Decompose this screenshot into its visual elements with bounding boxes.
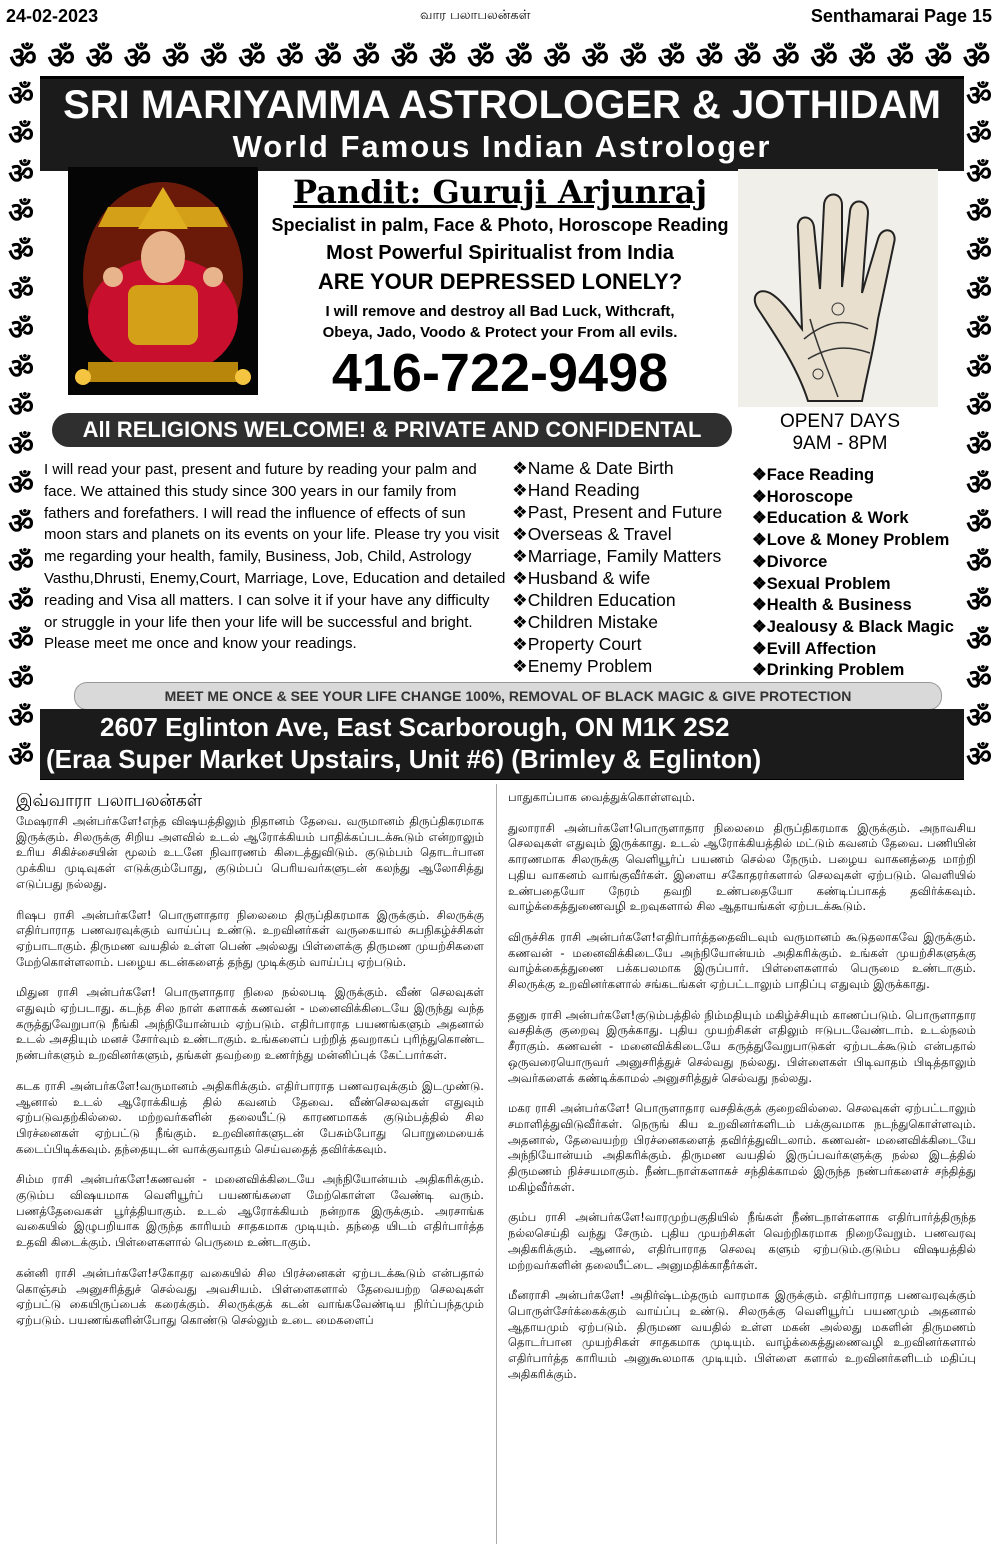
om-symbol-icon: ॐ [8, 507, 34, 541]
service-item: ❖Name & Date Birth [512, 458, 674, 478]
horoscope-paragraph: மிதுன ராசி அன்பர்களே! பொருளாதார நிலை நல்லபடி இருக்கும். வீண் செலவுகள் எதுவும் ஏற்படாது. கடந்த சில நாள் களாகக் கணவன் - மனைவிக்கிடையே இருந்து வந்த கருத்துவேறுபாடு நீங்கி அந்நியோன்யம் ஏற்படும். எதிர்பாராத பயணங்களும் அதனால் உடல் அசதியும் மனச் சோர்வும் உண்டாகும். உங்களைப் பற்றித் தவறாகப் புரிந்துகொண்ட நண்பர்களும் உறவினர்களும், தங்கள் தவற்றை உணர்ந்து மன்னிப்புக் கேட்பார்கள். [16, 985, 484, 1063]
om-symbol-icon: ॐ [8, 351, 34, 385]
horoscope-paragraph: மேஷராசி அன்பர்களே!எந்த விஷயத்திலும் நிதானம் தேவை. வருமானம் திருப்திகரமாக இருக்கும். சிலருக்கு சிறிய அளவில் உடல் ஆரோக்கியம் பாதிக்கப்படக்கூடும் என்றாலும் உரிய சிகிச்சையின் மூலம் உடனே நிவாரணம் கிடைத்துவிடும். குடும்பம் தொடர்பான முக்கிய முடிவுகள் எடுக்கும்போது, குடும்பப் பெரியவர்களுடன் கலந்து ஆலோசித்து எடுப்பது நல்லது. [16, 814, 484, 891]
om-border-top [4, 36, 996, 76]
om-symbol-icon: ॐ [123, 40, 152, 76]
om-border-left [4, 76, 38, 776]
om-symbol-icon: ॐ [8, 740, 34, 774]
service-item: ❖Education & Work [752, 509, 909, 528]
om-symbol-icon: ॐ [966, 584, 992, 618]
om-symbol-icon: ॐ [390, 40, 419, 76]
goddess-image [68, 167, 258, 395]
om-symbol-icon: ॐ [428, 40, 457, 76]
om-symbol-icon: ॐ [8, 662, 34, 696]
section-title: வார பலாபலன்கள் [420, 8, 531, 23]
issue-date: 24-02-2023 [6, 6, 99, 26]
om-symbol-icon: ॐ [85, 40, 114, 76]
om-symbol-icon: ॐ [966, 662, 992, 696]
page-header [0, 0, 1000, 34]
om-symbol-icon: ॐ [8, 196, 34, 230]
om-symbol-icon: ॐ [8, 273, 34, 307]
om-symbol-icon: ॐ [966, 429, 992, 463]
specialist-line: Specialist in palm, Face & Photo, Horoscope Reading [271, 215, 729, 235]
ad-paragraph: I will read your past, present and future by reading your palm and face. We attained this study since 300 years in our family from fathers and forefathers. I will read the influence of effects of sun moon stars and planets on its events on your life. Please try you visit me regarding your health, family, Business, Job, Child, Astrology Vasthu,Dhrusti, Enemy,Court, Marriage, Love, Education and detailed reading and Visa all matters. I can solve it if your have any difficulty or struggle in your life then your life will be successful and bright. Please meet me once and know your readings. [44, 461, 506, 653]
powerful-line: Most Powerful Spiritualist from India [326, 242, 674, 264]
service-item: ❖Face Reading [752, 466, 875, 484]
om-symbol-icon: ॐ [966, 312, 992, 346]
om-symbol-icon: ॐ [886, 40, 914, 76]
om-symbol-icon: ॐ [966, 234, 992, 268]
om-symbol-icon: ॐ [505, 40, 533, 76]
meet-banner: MEET ME ONCE & SEE YOUR LIFE CHANGE 100%, REMOVAL OF BLACK MAGIC & GIVE PROTECTION [74, 682, 942, 710]
palm-chart-image [738, 169, 938, 407]
ad-inner [40, 76, 964, 780]
article-column-2 [508, 790, 976, 1398]
service-item: ❖Hand Reading [512, 480, 640, 500]
om-symbol-icon: ॐ [966, 740, 992, 774]
remove-lines [260, 301, 740, 343]
horoscope-paragraph: விருச்சிக ராசி அன்பர்களே!எதிர்பார்த்ததைவிடவும் வருமானம் கூடுதலாகவே இருக்கும். கணவன் - மனைவிக்கிடையே அந்நியோன்யம் அதிகரிக்கும். உங்கள் முயற்சிகளுக்கு வாழ்க்கைத்துணை பக்கபலமாக இருப்பார். பிள்ளைகளால் பெருமை உண்டாகும். சிலருக்கு உறவினர்களால் சங்கடங்கள் ஏற்பட்டாலும் பாதிப்பு எதுவும் இருக்காது. [508, 929, 976, 992]
column-divider [496, 784, 497, 1544]
ad-subtitle: World Famous Indian Astrologer [232, 129, 772, 164]
om-symbol-icon: ॐ [8, 701, 34, 735]
om-symbol-icon: ॐ [734, 40, 762, 76]
remove-line-2: Obeya, Jado, Voodo & Protect your From all evils. [322, 324, 678, 341]
service-item: ❖Children Education [512, 590, 676, 610]
om-symbol-icon: ॐ [657, 40, 686, 76]
phone-number: 416-722-9498 [331, 343, 669, 403]
om-symbol-icon: ॐ [276, 40, 304, 76]
service-item: ❖Overseas & Travel [512, 524, 672, 544]
om-symbol-icon: ॐ [695, 40, 724, 76]
om-symbol-icon: ॐ [581, 40, 609, 76]
om-symbol-icon: ॐ [619, 40, 647, 76]
om-symbol-icon: ॐ [8, 118, 34, 152]
pandit-name: Pandit: Guruji Arjunraj [292, 173, 708, 211]
article-heading: இவ்வாரா பலாபலன்கள் [16, 791, 203, 811]
om-symbol-icon: ॐ [8, 312, 34, 346]
opening-hours [740, 411, 940, 455]
om-symbol-icon: ॐ [966, 351, 992, 385]
om-symbol-icon: ॐ [848, 40, 876, 76]
horoscope-paragraph: பாதுகாப்பாக வைத்துக்கொள்ளவும். [508, 790, 696, 804]
om-symbol-icon: ॐ [772, 40, 800, 76]
horoscope-paragraph: மகர ராசி அன்பர்களே! பொருளாதார வசதிக்குக் குறைவில்லை. செலவுகள் ஏற்பட்டாலும் சமாளித்துவிடுவீர்கள். நெருங் கிய உறவினர்களிடம் பக்குவமாக நடந்துகொள்ளவும். அதனால், தேவையற்ற பிரச்னைகளைத் தவிர்த்துவிடலாம். கணவன்- மனைவிக்கிடையே அந்நியோன்யம் அதிகரிக்கும். திருமண வயதில் இருப்பவர்களுக்கு நல்ல இடத்தில் திருமணம் நிச்சயமாகும். நீண்டநாள்களாகச் சந்திக்காமல் இருந்த நண்பர்களைச் சந்தித்து மகிழ்வீர்கள். [508, 1101, 976, 1194]
om-symbol-icon: ॐ [161, 40, 190, 76]
horoscope-paragraph: சிம்ம ராசி அன்பர்களே!கணவன் - மனைவிக்கிடையே அந்நியோன்யம் அதிகரிக்கும். குடும்ப விஷயமாக வெளியூர்ப் பயணங்களை மேற்கொள்ள வேண்டி வரும். பணத்தேவைகள் பூர்த்தியாகும். உடல் ஆரோக்கியம் நன்றாக இருக்கும். அரசாங்க வகையில் இழுபறியாக இருந்த காரியம் சாதகமாக முடியும். தந்தை யிடம் எதிர்பார்த்த உதவி கிடைக்கும். பிள்ளைகளால் பெருமை உண்டாகும். [16, 1172, 484, 1250]
horoscope-paragraph: கன்னி ராசி அன்பர்களே!சகோதர வகையில் சில பிரச்னைகள் ஏற்படக்கூடும் என்பதால் கொஞ்சம் அனுசரித்துச் செல்வது அவசியம். பிள்ளைகளால் தேவையற்ற செலவுகள் ஏற்பட்டு கையிருப்பைக் கரைக்கும். சிலருக்குக் கடன் வாங்கவேண்டிய நிர்ப்பந்தமும் ஏற்படும். பயணங்களின்போது கொண்டு செல்லும் உடை மைகளைப் [16, 1265, 484, 1327]
om-symbol-icon: ॐ [543, 40, 571, 76]
remove-line-1: I will remove and destroy all Bad Luck, Withcraft, [325, 303, 675, 320]
services-list-left [512, 457, 752, 677]
om-symbol-icon: ॐ [8, 79, 34, 113]
service-item: ❖Children Mistake [512, 612, 659, 632]
om-symbol-icon: ॐ [467, 40, 495, 76]
om-symbol-icon: ॐ [962, 40, 991, 76]
service-item: ❖Jealousy & Black Magic [752, 617, 954, 636]
om-symbol-icon: ॐ [352, 40, 381, 76]
om-symbol-icon: ॐ [47, 40, 75, 76]
service-item: ❖Divorce [752, 552, 828, 571]
depressed-line: ARE YOUR DEPRESSED LONELY? [317, 269, 683, 294]
om-symbol-icon: ॐ [966, 196, 992, 230]
om-symbol-icon: ॐ [966, 545, 992, 579]
service-item: ❖Property Court [512, 634, 642, 654]
om-symbol-icon: ॐ [8, 390, 34, 424]
service-item: ❖Evill Affection [752, 639, 877, 658]
om-symbol-icon: ॐ [966, 273, 992, 307]
service-item: ❖Drinking Problem [752, 661, 905, 680]
om-symbol-icon: ॐ [8, 468, 34, 502]
ad-title-bar [40, 79, 964, 171]
om-symbol-icon: ॐ [8, 157, 34, 191]
om-symbol-icon: ॐ [238, 40, 266, 76]
page-label: Senthamarai Page 15 [810, 6, 992, 26]
om-symbol-icon: ॐ [966, 701, 992, 735]
om-symbol-icon: ॐ [966, 507, 992, 541]
om-symbol-icon: ॐ [966, 623, 992, 657]
service-item: ❖Past, Present and Future [512, 502, 723, 522]
service-item: ❖Love & Money Problem [752, 531, 950, 550]
service-item: ❖Sexual Problem [752, 574, 891, 593]
service-item: ❖Horoscope [752, 487, 853, 506]
article-column-1 [16, 790, 484, 1344]
horoscope-paragraph: தனுசு ராசி அன்பர்களே!குடும்பத்தில் நிம்மதியும் மகிழ்ச்சியும் காணப்படும். பொருளாதார வசதிக்கு குறைவு இருக்காது. புதிய முயற்சிகள் எதிலும் ஈடுபடவேண்டாம். உடல்நலம் சீராகும். கணவன் - மனைவிக்கிடையே கருத்துவேறுபாடுகள் ஏற்படக்கூடும் என்பதால் ஒருவரையொருவர் அனுசரித்துச் செல்வது நல்லது. பிள்ளைகள் பிடிவாதம் பிடித்தாலும் அவர்களைக் கண்டிக்காமல் அனுசரித்துச் செல்வது நல்லது. [508, 1007, 976, 1085]
om-symbol-icon: ॐ [966, 468, 992, 502]
astrologer-advertisement [4, 36, 996, 780]
address-line-1: 2607 Eglinton Ave, East Scarborough, ON M1K 2S2 [100, 712, 730, 742]
horoscope-paragraph: ரிஷப ராசி அன்பர்களே! பொருளாதார நிலைமை திருப்திகரமாக இருக்கும். சிலருக்கு எதிர்பாராத பணவரவுக்கும் வாய்ப்பு உண்டு. உறவினர்கள் வருகையால் சுபநிகழ்ச்சிகள் ஏற்பாடாகும். திருமண வயதில் உள்ள பெண் அல்லது பிள்ளைக்கு திருமண முயற்சிகளை மேற்கொள்ளலாம். பழைய கடன்களைத் தந்து முடிக்கும் வாய்ப்பு ஏற்படும். [16, 907, 484, 969]
om-symbol-icon: ॐ [8, 429, 34, 463]
service-item: ❖Health & Business [752, 596, 912, 615]
service-item: ❖Husband & wife [512, 568, 651, 588]
address-bar [40, 709, 964, 779]
om-symbol-icon: ॐ [966, 390, 992, 424]
ad-title: SRI MARIYAMMA ASTROLOGER & JOTHIDAM [63, 83, 941, 127]
om-symbol-icon: ॐ [966, 79, 992, 113]
services-list-right [752, 465, 968, 682]
horoscope-paragraph: கும்ப ராசி அன்பர்களே!வாரமுற்பகுதியில் நீங்கள் நீண்டநாள்களாக எதிர்பார்த்திருந்த நல்லசெய்தி வந்து சேரும். புதிய முயற்சிகள் வெற்றிகரமாக நிறைவேறும். பணவரவு அதிகரிக்கும். ஆனால், எதிர்பாராத செலவு களும் ஏற்படும்.குடும்ப விஷயத்தில் மற்றவர்களின் தலையீட்டை அனுமதிக்காதீர்கள். [508, 1210, 976, 1272]
om-symbol-icon: ॐ [9, 40, 37, 76]
religions-banner: All RELIGIONS WELCOME! & PRIVATE AND CONFIDENTAL [52, 413, 732, 447]
om-symbol-icon: ॐ [8, 584, 34, 618]
address-line-2: (Eraa Super Market Upstairs, Unit #6) (Brimley & Eglinton) [46, 744, 762, 774]
om-symbol-icon: ॐ [924, 40, 953, 76]
om-symbol-icon: ॐ [966, 118, 992, 152]
horoscope-paragraph: கடக ராசி அன்பர்களே!வருமானம் அதிகரிக்கும். எதிர்பாராத பணவரவுக்கும் இடமுண்டு. ஆனால் உடல் ஆரோக்கியத் தில் கவனம் தேவை. வீண்செலவுகள் எதுவும் ஏற்படுவதற்கில்லை. மற்றவர்களின் தலையீட்டு காரணமாகக் குடும்பத்தில் சில பிரச்னைகள் ஏற்பட்டு நீங்கும். உறவினர்களுடன் பேசும்போது பொறுமையைக் கடைப்பிடிக்கவும். தந்தையுடன் வாக்குவாதம் செய்வதைத் தவிர்க்கவும். [16, 1078, 484, 1156]
om-symbol-icon: ॐ [966, 157, 992, 191]
horoscope-paragraph: மீனராசி அன்பர்களே! அதிர்ஷ்டம்தரும் வாரமாக இருக்கும். எதிர்பாராத பணவரவுக்கும் பொருள்சேர்க்கைக்கும் வாய்ப்பு உண்டு. சிலருக்கு வெளியூர்ப் பயணமும் அதனால் ஆதாயமும் ஏற்படும். திருமண வயதில் உள்ள மகன் அல்லது மகளின் திருமணம் தொடர்பான முயற்சிகள் சாதகமாக முடியும். வாழ்க்கைத்துணைவழி உறவினர்களால் எதிர்பார்த்த காரியம் அனுகூலமாக முடியும். பிள்ளை களால் உறவினர்களிடம் மதிப்பு அதிகரிக்கும். [508, 1288, 976, 1381]
open-days: OPEN7 DAYS [779, 411, 901, 432]
om-symbol-icon: ॐ [8, 623, 34, 657]
om-symbol-icon: ॐ [810, 40, 838, 76]
om-symbol-icon: ॐ [200, 40, 228, 76]
om-symbol-icon: ॐ [314, 40, 342, 76]
om-symbol-icon: ॐ [8, 545, 34, 579]
service-item: ❖Enemy Problem [512, 656, 653, 676]
om-symbol-icon: ॐ [8, 234, 34, 268]
open-hours: 9AM - 8PM [792, 433, 888, 454]
service-item: ❖Marriage, Family Matters [512, 546, 722, 566]
horoscope-paragraph: துலாராசி அன்பர்களே!பொருளாதார நிலைமை திருப்திகரமாக இருக்கும். அநாவசிய செலவுகள் எதுவும் இருக்காது. உடல் ஆரோக்கியத்தில் மட்டும் கவனம் தேவை. பணியின் காரணமாக சிலருக்கு வெளியூர்ப் பயணம் செல்ல நேரும். பழைய வாகனத்தை மாற்றி புதிய வாகனம் வாங்குவீர்கள். இளைய சகோதரர்களால் செலவுகள் ஏற்படும். வெளியில் உண்பதையோ நேரம் தவறி உண்பதையோ கண்டிப்பாகத் தவிர்க்கவும். வாழ்க்கைத்துணைவழி உறவுகளால் சில ஆதாயங்கள் ஏற்படக்கூடும். [508, 820, 976, 914]
